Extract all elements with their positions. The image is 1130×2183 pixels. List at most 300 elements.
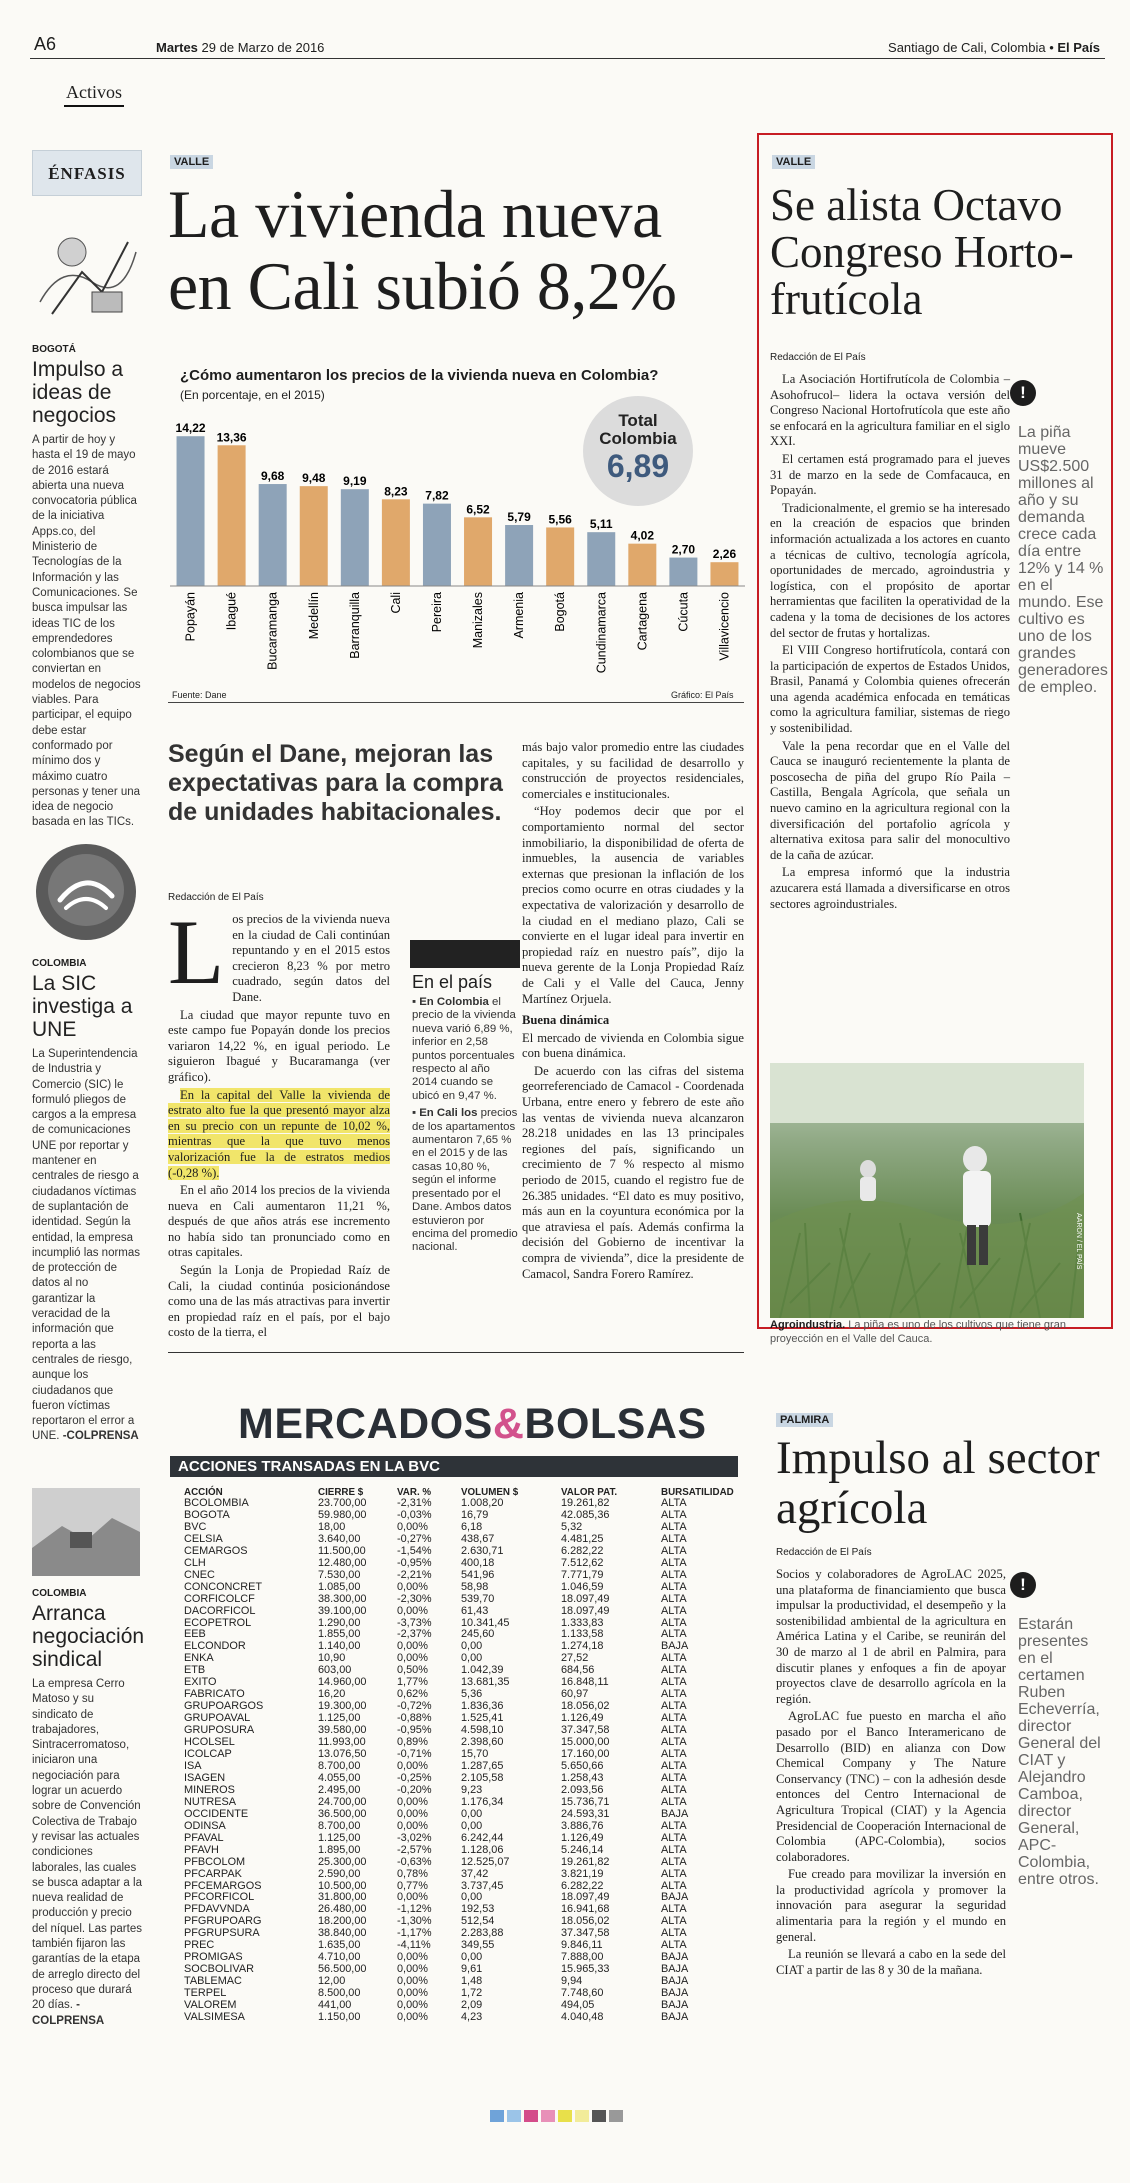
table-cell: 12,00 — [318, 1975, 346, 1988]
col1-p3: En la capital del Valle la vivienda de estrato alto fue la que presentó mayor alza en su precio con un repunte de 10,02 %, mientras que la que tuvo menos valorización fue la de estratos medios (-0,28 %). — [168, 1087, 390, 1180]
main-col3 — [522, 740, 744, 1284]
table-row — [182, 1857, 739, 1869]
palmira-p4: La reunión se llevará a cabo en la sede del CIAT a partir de las 8 y 30 de la mañana. — [776, 1947, 1006, 1977]
table-cell: 0,00 — [461, 1640, 483, 1653]
table-cell: -0,88% — [397, 1712, 432, 1725]
table-cell: 36.500,00 — [318, 1807, 367, 1820]
table-cell: CONCONCRET — [184, 1580, 263, 1593]
table-cell: 9.846,11 — [561, 1939, 603, 1952]
table-cell: 2.495,00 — [318, 1783, 361, 1796]
left-body: La Superintendencia de Industria y Comercio (SIC) le formuló pliegos de cargos a la empresa de comunicaciones UNE por reportar y mantener en centrales de riesgo a ciudadanos víctimas de suplantación de identidad. Según la entidad, la empresa incumplió las normas de protección de datos al no garantizar la veracidad de la información que reporta a las centrales de riesgo, aunque los ciudadanos que fueron víctimas reportaron el error a UNE. -COLPRENSA — [32, 1048, 141, 1443]
table-cell: 1.133,58 — [561, 1628, 604, 1641]
table-cell: 3.737,45 — [461, 1879, 504, 1892]
table-cell: ALTA — [661, 1508, 687, 1521]
table-cell: 1.333,83 — [561, 1616, 604, 1629]
table-cell: 11.993,00 — [318, 1736, 366, 1749]
left-body: La empresa Cerro Matoso y su sindicato de trabajadores, Sintracerromatoso, iniciaron una negociación para lograr un acuerdo sobre de Convención Colectiva de Trabajo y revisar las actuales condiciones laborales, las cuales se busca adaptar a la nueva realidad de producción y precio del níquel. Las partes también fijaron las garantías de la etapa de arreglo directo del proceso que durará 20 días. -COLPRENSA — [32, 1678, 142, 2027]
table-cell: PFBCOLOM — [184, 1855, 246, 1868]
table-cell: 16,79 — [461, 1508, 489, 1521]
col3-p1: más bajo valor promedio entre las ciudades capitales, y su facilidad de desarrollo y construcción de proyectos residenciales, comerciales e institucionales. — [522, 740, 744, 801]
table-cell: 541,96 — [461, 1568, 495, 1581]
table-cell: ELCONDOR — [184, 1640, 246, 1653]
table-cell: DACORFICOL — [184, 1604, 256, 1617]
table-cell: ISA — [184, 1759, 202, 1772]
chart-bar — [300, 486, 328, 586]
table-cell: 15.736,71 — [561, 1795, 610, 1808]
right-p6: La empresa informó que la industria azucarera está llamada a diversificarse en otros sectores agroindustriales. — [770, 865, 1010, 911]
chart-bar — [382, 499, 410, 586]
table-row — [182, 1869, 739, 1881]
table-cell: 0,00% — [397, 1580, 428, 1593]
left-headline: Impulso a ideas de negocios — [32, 358, 124, 427]
table-cell: 9,61 — [461, 1963, 483, 1976]
table-row — [182, 1809, 739, 1821]
markets-title: MERCADOS&BOLSAS — [238, 1400, 707, 1448]
table-cell: 0,00 — [461, 1807, 483, 1820]
table-cell: CLH — [184, 1556, 206, 1569]
table-cell: 1.258,43 — [561, 1771, 604, 1784]
palmira-p3: Fue creado para movilizar la inversión en la productividad agrícola y promover la innovación para asegurar la seguridad alimentaria para la región y el mundo en general. — [776, 1867, 1006, 1944]
table-cell: 0,00% — [397, 1795, 428, 1808]
table-cell: -0,20% — [397, 1783, 432, 1796]
table-cell: ALTA — [661, 1843, 687, 1856]
chart-bar — [587, 532, 615, 586]
table-row — [182, 1845, 739, 1857]
table-cell: 4,23 — [461, 2010, 483, 2023]
table-cell: -0,95% — [397, 1556, 432, 1569]
table-row — [182, 2012, 739, 2024]
left-kicker: BOGOTÁ — [32, 344, 76, 355]
table-cell: CEMARGOS — [184, 1544, 248, 1557]
table-cell: ALTA — [661, 1628, 687, 1641]
table-cell: -3,73% — [397, 1616, 432, 1629]
table-cell: 0,00% — [397, 1891, 428, 1904]
table-cell: GRUPOARGOS — [184, 1700, 264, 1713]
table-cell: VALOREM — [184, 1999, 237, 2012]
table-cell: -2,21% — [397, 1568, 432, 1581]
bar-value-label: 2,70 — [671, 542, 696, 557]
bar-value-label: 13,36 — [216, 430, 247, 445]
col3-p4: De acuerdo con las cifras del sistema georreferenciado de Camacol - Coordenada Urbana, entre enero y febrero de este año las ventas de vivienda nueva alcanzaron 28.218 unidades en las 13 principales regiones del país, significando un crecimiento de 7 % respecto al mismo periodo de 2015, cuando el registro fue de 26.385 unidades. “El dato es muy positivo, más aun en la coyuntura económica por la que atraviesa el país. Además confirma la decisión del Gobierno de incentivar la compra de vivienda”, dice la presidente de Camacol, Sandra Forero Ramírez. — [522, 1063, 744, 1281]
table-cell: 16,20 — [318, 1688, 346, 1701]
table-cell: 4.481,25 — [561, 1532, 604, 1545]
table-cell: BAJA — [661, 1963, 689, 1976]
category-label: Bucaramanga — [265, 592, 280, 670]
table-cell: ALTA — [661, 1580, 687, 1593]
table-cell: ICOLCAP — [184, 1748, 232, 1761]
table-cell: 0,00 — [461, 1951, 483, 1964]
main-byline: Redacción de El País — [168, 892, 264, 903]
table-cell: ALTA — [661, 1532, 687, 1545]
table-cell: ALTA — [661, 1879, 687, 1892]
table-cell: 61,43 — [461, 1604, 489, 1617]
table-cell: 0,00% — [397, 1987, 428, 2000]
table-cell: 1,77% — [397, 1676, 428, 1689]
table-cell: ALTA — [661, 1903, 687, 1916]
table-cell: 27,52 — [561, 1652, 589, 1665]
category-label: Cali — [388, 592, 403, 614]
chart-bar — [505, 525, 533, 586]
left-item-3 — [32, 1588, 145, 2029]
table-cell: ALTA — [661, 1771, 687, 1784]
total-badge — [583, 396, 693, 506]
table-cell: BAJA — [661, 1951, 689, 1964]
table-cell: 0,00% — [397, 2010, 428, 2023]
table-row — [182, 1558, 739, 1570]
table-cell: PFGRUPSURA — [184, 1927, 260, 1940]
print-color-strip — [490, 2110, 626, 2122]
left-item-1 — [32, 344, 142, 831]
col-header: CIERRE $ — [318, 1486, 364, 1498]
bar-value-label: 5,11 — [589, 517, 613, 532]
table-cell: CORFICOLCF — [184, 1592, 255, 1605]
col3-p2: “Hoy podemos decir que por el comportamiento normal del sector inmobiliario, la disponibilidad de oferta de inmuebles, la ausencia de variables externas que presionan la inflación de los precios como ocurre en otras ciudades y la expectativa de valorización y desarrollo de la ciudad en el mediano plazo, Cali se convierte en el lugar ideal para invertir en propiedad raíz en nuestro país”, dijo la nueva gerente de la Lonja Propiedad Raíz de Cali y el Valle del Cauca, Jenny Martínez Orjuela. — [522, 804, 744, 1006]
table-cell: ALTA — [661, 1759, 687, 1772]
table-cell: ETB — [184, 1664, 206, 1677]
box-item-1: ▪ En Colombia el precio de la vivienda nueva varió 6,89 %, inferior en 2,58 puntos porcentuales respecto al año 2014 cuando se ubicó en 9,47 %. — [412, 996, 516, 1102]
table-cell: ALTA — [661, 1939, 687, 1952]
table-cell: BAJA — [661, 1999, 689, 2012]
table-cell: 12.480,00 — [318, 1556, 367, 1569]
table-cell: ALTA — [661, 1712, 687, 1725]
bar-value-label: 8,23 — [384, 484, 408, 499]
illustration-top — [32, 222, 140, 322]
dropcap: L — [168, 901, 225, 1003]
pineapple-photo — [770, 1063, 1084, 1318]
table-cell: 31.800,00 — [318, 1891, 367, 1904]
enfasis-tag: ÉNFASIS — [32, 150, 142, 196]
table-cell: 1.176,34 — [461, 1795, 504, 1808]
category-label: Cartagena — [635, 592, 650, 651]
table-cell: 56.500,00 — [318, 1963, 367, 1976]
table-cell: ALTA — [661, 1927, 687, 1940]
table-cell: 512,54 — [461, 1915, 495, 1928]
table-cell: 1.150,00 — [318, 2010, 361, 2023]
table-cell: 1,72 — [461, 1987, 483, 2000]
table-cell: 5.246,14 — [561, 1843, 604, 1856]
table-cell: PFCEMARGOS — [184, 1879, 262, 1892]
table-cell: ALTA — [661, 1616, 687, 1629]
table-cell: BAJA — [661, 1891, 689, 1904]
left-body: A partir de hoy y hasta el 19 de mayo de 2016 estará abierta una nueva convocatoria pública de la iniciativa Apps.co, del Ministerio de Tecnologías de la Información y las Comunicaciones. Se busca impulsar las ideas TIC de los emprendedores colombianos que se conviertan en modelos de negocios viables. Para participar, el equipo debe estar conformado por mínimo dos y máximo cuatro personas y tener una idea de negocio basada en las TICs. — [32, 434, 141, 829]
table-cell: 38.840,00 — [318, 1927, 367, 1940]
chart-bar — [669, 558, 697, 586]
bar-value-label: 9,19 — [343, 474, 367, 489]
table-cell: 18.200,00 — [318, 1915, 367, 1928]
table-cell: 16.848,11 — [561, 1676, 609, 1689]
box-item-2: ▪ En Cali los precios de los apartamentos aumentaron 7,65 % en el 2015 y de las casas 10,80 %, según el informe presentado por el Dane. Ambos datos estuvieron por encima del promedio nacional. — [412, 1107, 518, 1254]
table-cell: 15.000,00 — [561, 1736, 610, 1749]
table-cell: 37.347,58 — [561, 1927, 610, 1940]
left-kicker: COLOMBIA — [32, 1588, 87, 1599]
table-cell: 0,00% — [397, 1975, 428, 1988]
table-cell: ALTA — [661, 1855, 687, 1868]
table-cell: GRUPOAVAL — [184, 1712, 251, 1725]
table-cell: 4.598,10 — [461, 1724, 504, 1737]
category-label: Armenia — [512, 592, 527, 639]
table-cell: ALTA — [661, 1544, 687, 1557]
chart-bar — [341, 489, 369, 586]
table-cell: 1.128,06 — [461, 1843, 504, 1856]
table-cell: 0,00 — [461, 1652, 483, 1665]
table-cell: 19.261,82 — [561, 1855, 610, 1868]
table-cell: 2.093,56 — [561, 1783, 604, 1796]
table-row — [182, 1546, 739, 1558]
col1-p2: La ciudad que mayor repunte tuvo en este campo fue Popayán donde los precios variaron 14,22 %, en igual periodo. Le siguieron Ibagué y Bucaramanga (ver gráfico). — [168, 1007, 390, 1084]
col1-p4: En el año 2014 los precios de la vivienda nueva en Cali aumentaron 11,21 %, después de que años atrás ese incremento no había sido tan pronunciado como en otras capitales. — [168, 1183, 390, 1260]
total-value: 6,89 — [606, 448, 670, 484]
table-cell: 25.300,00 — [318, 1855, 367, 1868]
table-cell: ECOPETROL — [184, 1616, 252, 1629]
table-cell: PFDAVVNDA — [184, 1903, 250, 1916]
table-cell: 2.398,60 — [461, 1736, 504, 1749]
exclamation-icon: ! — [1010, 1572, 1036, 1598]
category-label: Pereira — [429, 592, 444, 633]
table-cell: ALTA — [661, 1819, 687, 1832]
color-swatch — [558, 2110, 572, 2122]
table-cell: 1.525,41 — [461, 1712, 504, 1725]
bar-value-label: 4,02 — [630, 528, 655, 543]
table-cell: 26.480,00 — [318, 1903, 367, 1916]
table-cell: 18,00 — [318, 1520, 346, 1533]
palmira-p1: Socios y colaboradores de AgroLAC 2025, una plataforma de financiamiento que busca impulsar la productividad, el desempeño y la sostenibilidad ambiental de la agricultura en América Latina y el Caribe, se reunirán del 30 de marzo al 1 de abril en Palmira, para discutir planes y enfoques a fin de apoyar proyectos clave de desarrollo agrícola en la región. — [776, 1567, 1006, 1706]
table-cell: -0,27% — [397, 1532, 432, 1545]
bar-value-label: 6,52 — [466, 502, 490, 517]
table-row — [182, 1833, 739, 1845]
table-cell: 1.274,18 — [561, 1640, 604, 1653]
illustration-bottom — [32, 1488, 140, 1576]
table-cell: 6,18 — [461, 1520, 483, 1533]
table-cell: -0,95% — [397, 1724, 432, 1737]
right-p1: La Asociación Hortifrutícola de Colombia –Asohofrucol– lidera la octava versión del Congreso Nacional Hortofrutícola que este año se enfocará en la agricultura familiar en el siglo XXI. — [770, 372, 1010, 449]
table-cell: 8.700,00 — [318, 1819, 361, 1832]
table-cell: ALTA — [661, 1568, 687, 1581]
bar-value-label: 9,68 — [260, 469, 285, 484]
table-cell: 18.097,49 — [561, 1891, 610, 1904]
table-cell: -1,30% — [397, 1915, 432, 1928]
table-cell: ALTA — [661, 1748, 687, 1761]
main-kicker: VALLE — [170, 152, 213, 170]
table-cell: BOGOTA — [184, 1508, 230, 1521]
table-cell: 1.140,00 — [318, 1640, 361, 1653]
date-line: Martes 29 de Marzo de 2016 — [156, 40, 325, 55]
category-label: Popayán — [183, 592, 198, 642]
table-cell: -1,17% — [397, 1927, 432, 1940]
col-header: BURSATILIDAD — [661, 1486, 734, 1498]
table-cell: 1.635,00 — [318, 1939, 361, 1952]
table-cell: 0,00 — [461, 1819, 483, 1832]
table-cell: ISAGEN — [184, 1771, 226, 1784]
table-cell: TERPEL — [184, 1987, 227, 2000]
table-cell: -1,54% — [397, 1544, 432, 1557]
table-cell: 3.886,76 — [561, 1819, 604, 1832]
table-cell: CELSIA — [184, 1532, 223, 1545]
table-cell: ALTA — [661, 1604, 687, 1617]
box-title: En el país — [412, 972, 493, 992]
table-cell: BVC — [184, 1520, 207, 1533]
table-cell: EXITO — [184, 1676, 217, 1689]
chart-bar — [259, 484, 287, 586]
table-cell: 6.282,22 — [561, 1879, 604, 1892]
table-cell: 0,89% — [397, 1736, 428, 1749]
table-cell: 18.056,02 — [561, 1915, 610, 1928]
section-tag: Activos — [64, 82, 124, 107]
palmira-kicker: PALMIRA — [776, 1410, 833, 1428]
table-cell: 2.590,00 — [318, 1867, 361, 1880]
table-cell: ALTA — [661, 1676, 687, 1689]
palmira-headline: Impulso al sector agrícola — [776, 1432, 1100, 1534]
table-cell: ALTA — [661, 1867, 687, 1880]
table-cell: HCOLSEL — [184, 1736, 235, 1749]
bar-value-label: 7,82 — [425, 488, 449, 503]
table-cell: ALTA — [661, 1497, 687, 1509]
table-cell: PFGRUPOARG — [184, 1915, 262, 1928]
col-header: ACCIÓN — [184, 1486, 223, 1498]
table-cell: 1.290,00 — [318, 1616, 361, 1629]
right-p4: El VIII Congreso hortifrutícola, contará con la participación de expertos de Estados Unidos, Brasil, Panamá y Colombia quienes ofrecerán una agenda académica enfocada en temáticas como la agricultura familiar, sistemas de riego y sostenibilidad. — [770, 643, 1010, 736]
table-cell: ALTA — [661, 1664, 687, 1677]
chart-rule — [168, 702, 744, 703]
color-swatch — [490, 2110, 504, 2122]
right-p2: El certamen está programado para el jueves 31 de marzo en la sede de Comfacauca, en Popayán. — [770, 451, 1010, 498]
table-cell: -0,63% — [397, 1855, 432, 1868]
table-cell: 1.287,65 — [461, 1759, 504, 1772]
table-cell: 39.100,00 — [318, 1604, 367, 1617]
chart-bar — [628, 544, 656, 586]
table-cell: 15,70 — [461, 1748, 489, 1761]
table-cell: PREC — [184, 1939, 215, 1952]
table-cell: PFAVAL — [184, 1831, 224, 1844]
table-cell: -2,37% — [397, 1628, 432, 1641]
top-rule — [30, 58, 1105, 59]
table-cell: 1.895,00 — [318, 1843, 361, 1856]
table-cell: 7.888,00 — [561, 1951, 604, 1964]
table-row — [182, 1594, 739, 1606]
chart-bar — [218, 445, 246, 586]
main-col1 — [168, 901, 390, 1343]
table-cell: -0,71% — [397, 1748, 432, 1761]
palmira-body — [776, 1567, 1006, 1980]
table-cell: 5,36 — [461, 1688, 483, 1701]
table-cell: 192,53 — [461, 1903, 495, 1916]
table-cell: 1.855,00 — [318, 1628, 361, 1641]
table-cell: ALTA — [661, 1700, 687, 1713]
chart-subtitle: (En porcentaje, en el 2015) — [180, 388, 325, 402]
table-cell: 0,00% — [397, 1652, 428, 1665]
table-cell: 8.500,00 — [318, 1987, 361, 2000]
table-cell: ALTA — [661, 1736, 687, 1749]
table-cell: 39.580,00 — [318, 1724, 367, 1737]
table-cell: 37,42 — [461, 1867, 489, 1880]
une-logo — [32, 838, 140, 946]
left-headline: Arranca negociación sindical — [32, 1602, 145, 1671]
table-cell: 0,00% — [397, 1604, 428, 1617]
table-cell: CNEC — [184, 1568, 215, 1581]
table-cell: ALTA — [661, 1795, 687, 1808]
table-cell: 16.941,68 — [561, 1903, 610, 1916]
table-cell: ALTA — [661, 1783, 687, 1796]
table-cell: PFCORFICOL — [184, 1891, 255, 1904]
table-cell: 14.960,00 — [318, 1676, 367, 1689]
col1-p5: Según la Lonja de Propiedad Raíz de Cali, la ciudad continúa posicionándose como una de las más atractivas para invertir en propiedad raíz en el país, por el bajo costo de la tierra, el — [168, 1263, 390, 1340]
table-cell: 1.008,20 — [461, 1497, 504, 1509]
col1-p1: Los precios de la vivienda nueva en la ciudad de Cali continúan repuntando y en el 2015 estos crecieron 8,23 % por metro cuadrado, según datos del Dane. — [168, 901, 390, 1004]
table-cell: 7.512,62 — [561, 1556, 604, 1569]
table-cell: BAJA — [661, 1807, 689, 1820]
stocks-table — [182, 1486, 739, 2024]
category-label: Medellín — [306, 592, 321, 640]
color-swatch — [575, 2110, 589, 2122]
table-cell: BAJA — [661, 2010, 689, 2023]
chart-bar — [710, 562, 738, 586]
table-cell: 10.500,00 — [318, 1879, 367, 1892]
table-cell: ALTA — [661, 1831, 687, 1844]
table-cell: 0,00% — [397, 1640, 428, 1653]
table-cell: 10.341,45 — [461, 1616, 510, 1629]
markets-bar: ACCIONES TRANSADAS EN LA BVC — [170, 1456, 738, 1477]
table-cell: 603,00 — [318, 1664, 352, 1677]
total-label: Total Colombia — [599, 411, 677, 448]
table-cell: -1,12% — [397, 1903, 432, 1916]
table-cell: ODINSA — [184, 1819, 226, 1832]
right-p3: Tradicionalmente, el gremio se ha interesado en la creación de espacios que brinden información actualizada a los actores en cuanto a técnicas de cultivo, tecnología agrícola, oportunidades de mercado, agroindustria y logística, con el propósito de aportar herramientas que faciliten la operatividad de la cadena y la toma de decisiones de los actores del sector de frutas y hortalizas. — [770, 500, 1010, 640]
city-line: Santiago de Cali, Colombia • El País — [888, 40, 1100, 55]
main-headline: La vivienda nueva en Cali subió 8,2% — [168, 176, 677, 324]
table-cell: 494,05 — [561, 1999, 595, 2012]
table-cell: 6.282,22 — [561, 1544, 604, 1557]
table-cell: 9,94 — [561, 1975, 583, 1988]
color-swatch — [541, 2110, 555, 2122]
table-cell: 4.055,00 — [318, 1771, 361, 1784]
table-cell: 18.097,49 — [561, 1592, 610, 1605]
table-cell: -2,30% — [397, 1592, 432, 1605]
bar-value-label: 9,48 — [302, 471, 326, 486]
category-label: Manizales — [471, 592, 486, 649]
table-cell: MINEROS — [184, 1783, 235, 1796]
table-cell: 2.283,88 — [461, 1927, 504, 1940]
table-cell: 60,97 — [561, 1688, 589, 1701]
table-cell: 349,55 — [461, 1939, 495, 1952]
table-cell: 7.530,00 — [318, 1568, 361, 1581]
table-cell: 4.710,00 — [318, 1951, 361, 1964]
table-cell: 441,00 — [318, 1999, 352, 2012]
col-header: VALOR PAT. — [561, 1486, 618, 1498]
table-cell: 400,18 — [461, 1556, 495, 1569]
table-cell: 38.300,00 — [318, 1592, 367, 1605]
bar-value-label: 5,79 — [507, 510, 531, 525]
category-label: Cundinamarca — [594, 592, 609, 674]
table-cell: 7.748,60 — [561, 1987, 604, 2000]
table-cell: EEB — [184, 1628, 206, 1641]
right-aside: La piña mueve US$2.500 millones al año y su demanda crece cada día entre 12% y 14 % en el mundo. Ese cultivo es uno de los grandes generadores de empleo. — [1018, 424, 1108, 696]
table-cell: BAJA — [661, 1640, 689, 1653]
table-cell: 2,09 — [461, 1999, 483, 2012]
table-cell: 0,00 — [461, 1891, 483, 1904]
table-cell: 1.126,49 — [561, 1831, 604, 1844]
col3-p3: El mercado de vivienda en Colombia sigue con buena dinámica. — [522, 1030, 744, 1061]
table-cell: 0,00% — [397, 1759, 428, 1772]
col3-subhead: Buena dinámica — [522, 1013, 610, 1028]
table-cell: 8.700,00 — [318, 1759, 361, 1772]
table-cell: 4.040,48 — [561, 2010, 604, 2023]
palmira-p2: AgroLAC fue puesto en marcha el año pasado por el Banco Interamericano de Desarrollo (BID) en alianza con Dow Chemical Company y The Nature Conservancy (TNC) – con la adhesión desde entonces del Centro Internacional de Agricultura Tropical (CIAT) y la Agencia Presidencial de Cooperación Internacional de Colombia (APC-Colombia), socios colaboradores. — [776, 1709, 1006, 1864]
page-number: A6 — [34, 34, 57, 54]
table-cell: 438,67 — [461, 1532, 495, 1545]
table-cell: 59.980,00 — [318, 1508, 367, 1521]
chart-bar — [423, 504, 451, 586]
table-cell: PFCARPAK — [184, 1867, 242, 1880]
table-cell: 0,00% — [397, 1951, 428, 1964]
